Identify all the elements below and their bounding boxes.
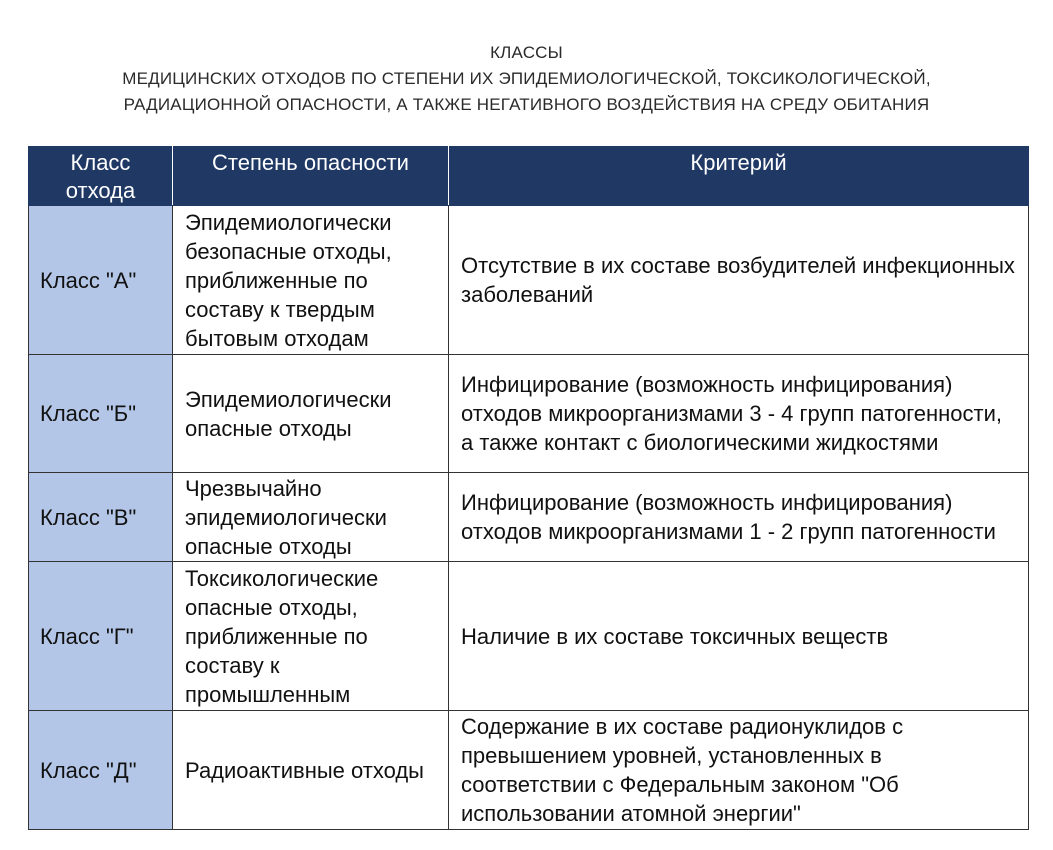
title-line-1: КЛАССЫ (490, 43, 563, 62)
title-line-2: МЕДИЦИНСКИХ ОТХОДОВ ПО СТЕПЕНИ ИХ ЭПИДЕМИОЛОГИЧЕСКОЙ, ТОКСИКОЛОГИЧЕСКОЙ, (122, 69, 931, 88)
criterion-cell: Инфицирование (возможность инфицирования) отходов микроорганизмами 3 - 4 групп патогенности, а также контакт с биологическими жидкостями (449, 355, 1029, 473)
criterion-cell: Инфицирование (возможность инфицирования) отходов микроорганизмами 1 - 2 групп патогенности (449, 473, 1029, 562)
hazard-cell: Радиоактивные отходы (173, 711, 449, 830)
table-header-row (29, 147, 1029, 206)
header-hazard: Степень опасности (173, 147, 449, 206)
criterion-cell: Наличие в их составе токсичных веществ (449, 562, 1029, 711)
class-cell: Класс "В" (29, 473, 173, 562)
class-cell: Класс "Д" (29, 711, 173, 830)
table-row (29, 711, 1029, 830)
table-row (29, 562, 1029, 711)
header-criterion: Критерий (449, 147, 1029, 206)
header-class: Класс отхода (29, 147, 173, 206)
class-cell: Класс "Б" (29, 355, 173, 473)
waste-classes-table (28, 146, 1029, 830)
class-cell: Класс "А" (29, 206, 173, 355)
table-row (29, 206, 1029, 355)
hazard-cell: Чрезвычайно эпидемиологически опасные отходы (173, 473, 449, 562)
title-line-3: РАДИАЦИОННОЙ ОПАСНОСТИ, А ТАКЖЕ НЕГАТИВНОГО ВОЗДЕЙСТВИЯ НА СРЕДУ ОБИТАНИЯ (123, 95, 930, 114)
table-row (29, 355, 1029, 473)
document-title (0, 40, 1053, 118)
table-row (29, 473, 1029, 562)
criterion-cell: Содержание в их составе радионуклидов с превышением уровней, установленных в соответствии с Федеральным законом "Об использовании атомной энергии" (449, 711, 1029, 830)
hazard-cell: Эпидемиологически безопасные отходы, приближенные по составу к твердым бытовым отходам (173, 206, 449, 355)
hazard-cell: Токсикологические опасные отходы, приближенные по составу к промышленным (173, 562, 449, 711)
class-cell: Класс "Г" (29, 562, 173, 711)
criterion-cell: Отсутствие в их составе возбудителей инфекционных заболеваний (449, 206, 1029, 355)
hazard-cell: Эпидемиологически опасные отходы (173, 355, 449, 473)
